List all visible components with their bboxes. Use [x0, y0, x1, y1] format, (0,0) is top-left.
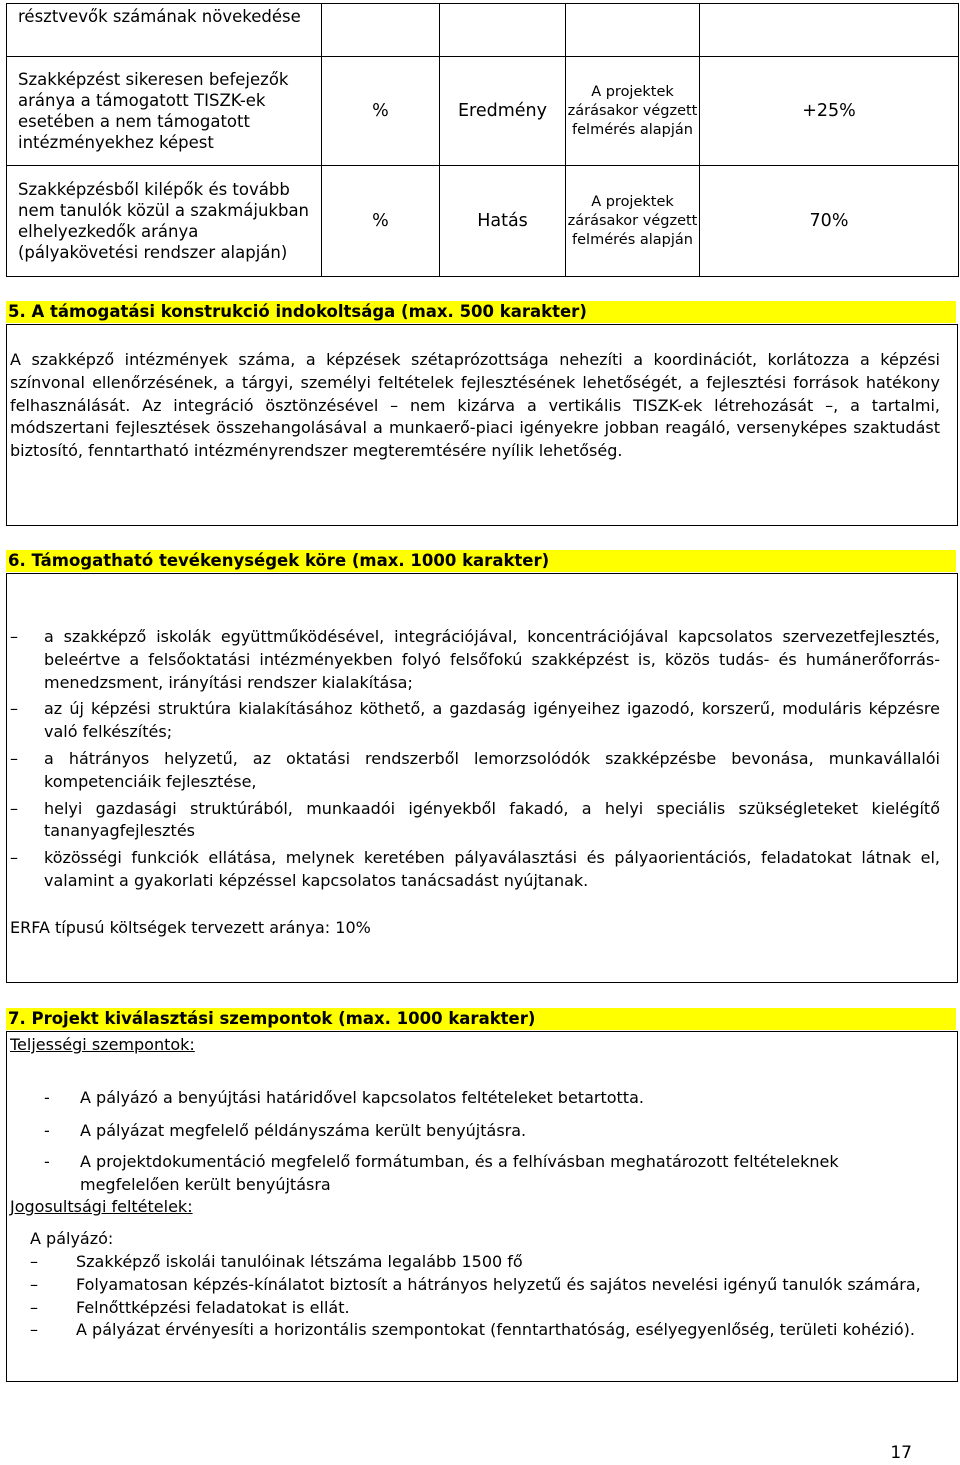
list-item: – az új képzési struktúra kialakításához köthető, a gazdaság igényeihez igazodó, korszerű, moduláris képzésre való felkészítés; [10, 699, 940, 742]
erfa-ratio: ERFA típusú költségek tervezett aránya: 10% [10, 918, 371, 937]
section-6-heading: 6. Támogatható tevékenységek köre (max. 1000 karakter) [6, 550, 956, 572]
list-item: – közösségi funkciók ellátása, melynek keretében pályaválasztási és pályaorientációs, feladatokat látnak el, valamint a gyakorlati képzéssel kapcsolatos tanácsadást nyújtanak. [10, 848, 940, 890]
completeness-heading: Teljességi szempontok: [10, 1035, 195, 1054]
table-cell-type: Eredmény [440, 57, 566, 166]
eligibility-heading: Jogosultsági feltételek: [10, 1197, 193, 1216]
dash-bullet: – [10, 798, 18, 818]
indicator-table [6, 3, 959, 277]
applicant-label: A pályázó: [30, 1229, 114, 1248]
completeness-item: A projektdokumentáció megfelelő formátumban, és a felhívásban meghatározott feltételeknek megfelelően került benyújtásra [80, 1152, 839, 1194]
table-cell-indicator-label: résztvevők számának növekedése [7, 4, 322, 57]
table-row [7, 166, 959, 277]
dash-bullet: – [10, 848, 18, 868]
list-item: – Folyamatosan képzés-kínálatot biztosít a hátrányos helyzetű és sajátos nevelési igényű tanulók számára, [30, 1274, 956, 1297]
dash-bullet: – [10, 748, 18, 768]
section-5-heading: 5. A támogatási konstrukció indokoltsága (max. 500 karakter) [6, 301, 956, 323]
eligibility-list [30, 1251, 956, 1342]
table-cell-target: 70% [700, 166, 959, 277]
table-cell-target: +25% [700, 57, 959, 166]
table-cell-unit: % [322, 57, 440, 166]
list-item: – a szakképző iskolák együttműködésével, integrációjával, koncentrációjával kapcsolatos szervezetfejlesztés, beleértve a felsőoktatási intézményekben folyó felsőfokú szakképzést is, közös tudás- és humánerőforrás-menedzsment, irányítási rendszer kialakítása; [10, 627, 940, 692]
dash-bullet: – [10, 627, 18, 646]
dash-bullet: – [30, 1252, 38, 1271]
table-cell-source: A projektek zárásakor végzett felmérés alapján [566, 57, 700, 166]
dash-bullet: – [30, 1297, 38, 1317]
completeness-item: A pályázat megfelelő példányszáma került benyújtásra. [80, 1121, 527, 1140]
completeness-bullet: - [44, 1152, 50, 1171]
completeness-bullet: - [44, 1121, 50, 1140]
list-item: – A pályázat érvényesíti a horizontális szempontokat (fenntarthatóság, esélyegyenlőség, területi kohézió). [30, 1319, 956, 1342]
dash-bullet: – [30, 1320, 38, 1340]
table-cell-indicator-label: Szakképzésből kilépők és tovább nem tanulók közül a szakmájukban elhelyezkedők aránya (pályakövetési rendszer alapján) [7, 166, 322, 277]
page-number: 17 [890, 1443, 912, 1463]
table-cell-unit: % [322, 166, 440, 277]
dash-bullet: – [30, 1274, 38, 1294]
dash-bullet: – [10, 699, 18, 719]
section-7-heading: 7. Projekt kiválasztási szempontok (max. 1000 karakter) [6, 1008, 956, 1030]
section-5-text: A szakképző intézmények száma, a képzések szétaprózottsága nehezíti a koordinációt, korlátozza a képzési színvonal ellenőrzésének, a tárgyi, személyi feltételek fejlesztésének lehetőségét, a fejlesztési források hatékony felhasználását. Az integráció ösztönzésével – nem kizárva a vertikális TISZK-ek létrehozását –, a tartalmi, módszertani fejlesztések összehangolásával a munkaerő-piaci igényekre jobban reagáló, versenyképes szaktudást biztosító, fenntartható intézményrendszer megteremtésére nyílik lehetőség. [10, 350, 940, 461]
list-item: – Felnőttképzési feladatokat is ellát. [30, 1297, 956, 1320]
completeness-bullet: - [44, 1088, 50, 1107]
activities-list [10, 626, 940, 897]
list-item: – helyi gazdasági struktúrából, munkaadói igényekből fakadó, a helyi speciális szükségleteket kielégítő tananyagfejlesztés [10, 798, 940, 841]
table-cell-source: A projektek zárásakor végzett felmérés alapján [566, 166, 700, 277]
table-cell-indicator-label: Szakképzést sikeresen befejezők aránya a támogatott TISZK-ek esetében a nem támogatott intézményekhez képest [7, 57, 322, 166]
table-row [7, 57, 959, 166]
list-item: – Szakképző iskolái tanulóinak létszáma legalább 1500 fő [30, 1251, 956, 1274]
completeness-item: A pályázó a benyújtási határidővel kapcsolatos feltételeket betartotta. [80, 1088, 644, 1107]
list-item: – a hátrányos helyzetű, az oktatási rendszerből lemorzsolódók szakképzésbe bevonása, munkavállalói kompetenciáik fejlesztése, [10, 748, 940, 791]
table-cell-type: Hatás [440, 166, 566, 277]
